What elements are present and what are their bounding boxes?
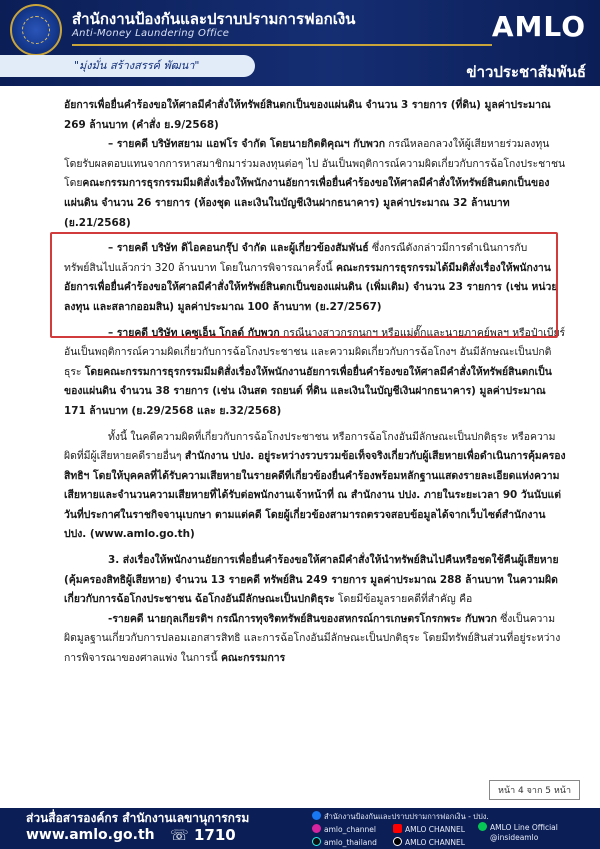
paragraph-6 [64,551,566,610]
youtube-icon [393,824,402,833]
p1-text: อัยการเพื่อยื่นคำร้องขอให้ศาลมีคำสั่งให้ทรัพย์สินตกเป็นของแผ่นดิน จำนวน 3 รายการ (ที่ดิน) มูลค่าประมาณ 269 ล้านบาท (คำสั่ง ย.9/2568) [64,99,551,131]
line-link[interactable] [478,822,558,832]
p3-mid: ซึ่งกรณีดังกล่าวมีการดำเนินการกับทรัพย์สินไปแล้วกว่า 320 ล้านบาท โดยในการพิจารณาครั้งนี้ [64,242,528,274]
seal-emblem [22,16,50,44]
paragraph-4 [64,324,566,422]
paragraph-5 [64,428,566,546]
p5-plain: ทั้งนี้ ในคดีความผิดที่เกี่ยวกับการฉ้อโกงประชาชน หรือการฉ้อโกงอันมีลักษณะเป็นปกติธุระ หรือความผิดที่มีผู้เสียหายคดีรายอื่นๆ [64,430,556,463]
facebook-link[interactable] [312,811,489,823]
line-id: @insideamlo [490,833,539,842]
p2-lead: – รายคดี บริษัทสยาม แอฟโร จำกัด โดยนายกิตติคุณฯ กับพวก [108,138,386,151]
p4-bold: โดยคณะกรรมการธุรกรรมมีมติสั่งเรื่องให้พนักงานอัยการเพื่อยื่นคำร้องขอให้ศาลมีคำสั่งให้ทรัพย์สินตกเป็นของแผ่นดิน จำนวน 38 รายการ (เช่น เงินสด รถยนต์ ที่ดิน และเงินในบัญชีเงินฝากธนาคาร) มูลค่าประมาณ 171 ล้านบาท (ย.29/2568 และ ย.32/2568) [64,365,552,417]
p6-bold: 3. ส่งเรื่องให้พนักงานอัยการเพื่อยื่นคำร้องขอให้ศาลมีคำสั่งให้นำทรัพย์สินไปคืนหรือชดใช้คืนผู้เสียหาย (คุ้มครองสิทธิผู้เสียหาย) จำนวน 13 รายคดี ทรัพย์สิน 249 รายการ มูลค่าประมาณ 288 ล้านบาท ในความผิดเกี่ยวกับการฉ้อโกงประชาชน ฉ้อโกงอันมีลักษณะเป็นปกติธุระ [64,554,559,606]
instagram-label: amlo_channel [324,825,377,834]
youtube-link[interactable] [393,824,465,834]
page-header [0,0,600,86]
line-icon [478,822,487,831]
footer-website[interactable]: www.amlo.go.th [26,827,155,843]
hotline-number: 1710 [194,826,236,844]
line-label: AMLO Line Official [490,823,558,832]
tiktok-label: amlo_thailand [324,838,377,847]
x-label: AMLO CHANNEL [405,838,465,847]
instagram-icon [312,824,321,833]
p2-mid: กรณีหลอกลวงให้ผู้เสียหายร่วมลงทุน โดยรับผลตอบแทนจากการหาสมาชิกมาร่วมลงทุนต่อๆ ไป อันเป็นพฤติการณ์ความผิดเกี่ยวกับการฉ้อโกงประชาชน โดย [64,138,566,190]
p7-mid: ซึ่งเป็นความผิดมูลฐานเกี่ยวกับการปลอมเอกสารสิทธิ และการฉ้อโกงอันมีลักษณะเป็นปกติธุระ โดยมีทรัพย์สินส่วนที่อยู่ระหว่างการพิจารณาของศาลแพ่ง ในการนี้ [64,612,561,665]
facebook-label: สำนักงานป้องกันและปราบปรามการฟอกเงิน - ปปง. [324,812,489,821]
paragraph-2 [64,135,566,233]
header-divider [72,44,492,46]
x-link[interactable] [393,837,465,847]
footer-department: ส่วนสื่อสารองค์กร สำนักงานเลขานุการกรม [26,811,250,825]
amlo-seal-logo [10,4,62,56]
p6-plain: โดยมีข้อมูลรายคดีที่สำคัญ คือ [334,593,473,606]
phone-icon: ☏ [170,826,189,844]
tiktok-link[interactable] [312,837,377,847]
document-body [64,96,566,669]
p4-mid: กรณีนางสาวกรกนกฯ หรือแม่ตั๊กและนายภาคย์พลฯ หรือป๋าเบียร์ อันเป็นพฤติการณ์ความผิดเกี่ยวกับการฉ้อโกงประชาชน และความผิดเกี่ยวกับการฉ้อโกงฯ อันมีลักษณะเป็นปกติธุระ [64,326,566,378]
page-footer [0,808,600,849]
org-name-english: Anti-Money Laundering Office [72,28,230,39]
amlo-wordmark: AMLO [491,10,586,43]
instagram-link[interactable] [312,824,376,834]
section-title: ข่าวประชาสัมพันธ์ [466,63,586,81]
p4-lead: – รายคดี บริษัท เคซูเอ็น โกลด์ กับพวก [108,326,280,339]
p7-lead: -รายคดี นายกุลเกียรติฯ กรณีการทุจริตทรัพย์สินของสหกรณ์การเกษตรโกรกพระ กับพวก [108,612,497,625]
p5-bold: สำนักงาน ปปง. อยู่ระหว่างรวบรวมข้อเท็จจริงเกี่ยวกับผู้เสียหายเพื่อดำเนินการคุ้มครองสิทธิฯ โดยให้บุคคลที่ได้รับความเสียหายในรายคดีที่เกี่ยวข้องยื่นคำร้องพร้อมหลักฐานแสดงรายละเอียดแห่งความเสียหายและจำนวนความเสียหายที่ได้รับต่อพนักงานเจ้าหน้าที่ ณ สำนักงาน ปปง. ภายในระยะเวลา 90 วันนับแต่วันที่ประกาศในราชกิจจานุเบกษา ตามแต่คดี โดยผู้เกี่ยวข้องสามารถตรวจสอบข้อมูลได้จากเว็บไซต์สำนักงาน ปปง. (www.amlo.go.th) [64,450,566,541]
facebook-icon [312,811,321,820]
motto-banner: "มุ่งมั่น สร้างสรรค์ พัฒนา" [0,55,255,77]
x-icon [393,837,402,846]
tiktok-icon [312,837,321,846]
page-indicator: หน้า 4 จาก 5 หน้า [489,780,580,800]
youtube-label: AMLO CHANNEL [405,825,465,834]
highlight-box [50,232,558,338]
p3-lead: – รายคดี บริษัท ดิไอคอนกรุ๊ป จำกัด และผู้เกี่ยวข้องสัมพันธ์ [108,242,369,255]
p7-bold: คณะกรรมการ [220,652,286,665]
footer-hotline [170,826,236,844]
paragraph-7 [64,610,566,669]
p2-bold: คณะกรรมการธุรกรรมมีมติสั่งเรื่องให้พนักงานอัยการเพื่อยื่นคำร้องขอให้ศาลมีคำสั่งให้ทรัพย์สินตกเป็นของแผ่นดิน จำนวน 26 รายการ (ห้องชุด และเงินในบัญชีเงินฝากธนาคาร) มูลค่าประมาณ 32 ล้านบาท (ย.21/2568) [64,177,550,229]
paragraph-1 [64,96,566,135]
p3-bold: คณะกรรมการธุรกรรมได้มีมติสั่งเรื่องให้พนักงานอัยการเพื่อยื่นคำร้องขอให้ศาลมีคำสั่งให้ทรัพย์สินตกเป็นของแผ่นดิน (เพิ่มเติม) จำนวน 23 รายการ (เช่น หน่วยลงทุน และสลากออมสิน) มูลค่าประมาณ 100 ล้านบาท (ย.27/2567) [64,261,558,313]
org-name-thai: สำนักงานป้องกันและปราบปรามการฟอกเงิน [72,10,356,28]
